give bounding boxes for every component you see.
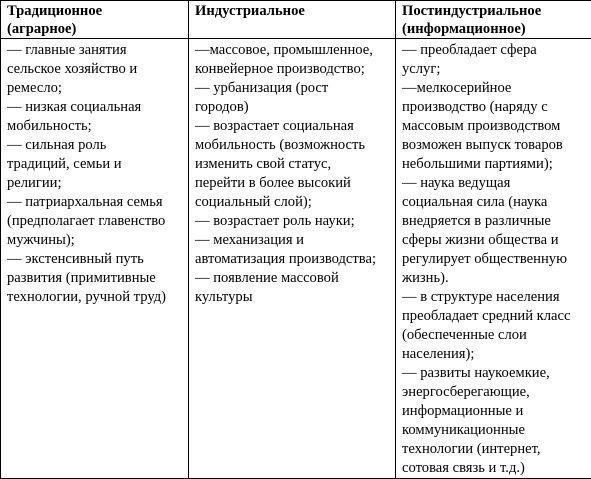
text-line: — появление массовой <box>195 269 390 288</box>
header-postindustrial-line: (информационное) <box>402 20 586 38</box>
text-line: массовым производством <box>402 117 586 136</box>
text-line: мобильность; <box>7 117 183 136</box>
cell-traditional <box>1 39 189 479</box>
text-line: перейти в более высокий <box>195 174 390 193</box>
text-line: (предполагает главенство <box>7 212 183 231</box>
text-line: развития (примитивные <box>7 269 183 288</box>
text-line: социальная сила (наука <box>402 193 586 212</box>
header-postindustrial-line: Постиндустриальное <box>402 2 586 20</box>
text-line: — сильная роль <box>7 136 183 155</box>
text-line: — механизация и <box>195 231 390 250</box>
text-line: конвейерное производство; <box>195 60 390 79</box>
text-line: сельское хозяйство и <box>7 60 183 79</box>
text-line: — главные занятия <box>7 41 183 60</box>
text-line: —массовое, промышленное, <box>195 41 390 60</box>
header-traditional <box>1 1 189 39</box>
text-line: ремесло; <box>7 79 183 98</box>
text-line: сотовая связь и т.д.) <box>402 459 586 478</box>
text-line: регулирует общественную <box>402 250 586 269</box>
text-line: производство (наряду с <box>402 98 586 117</box>
text-line: возможен выпуск товаров <box>402 136 586 155</box>
text-line: социальный слой); <box>195 193 390 212</box>
header-row <box>1 1 591 39</box>
text-line: — патриархальная семья <box>7 193 183 212</box>
text-line: автоматизация производства; <box>195 250 390 269</box>
text-line: — экстенсивный путь <box>7 250 183 269</box>
text-line: мобильность (возможность <box>195 136 390 155</box>
text-line: мужчины); <box>7 231 183 250</box>
text-line: — преобладает сфера <box>402 41 586 60</box>
text-line: коммуникационные <box>402 421 586 440</box>
text-line: традиций, семьи и <box>7 155 183 174</box>
text-line: сферы жизни общества и <box>402 231 586 250</box>
text-line: технологии, ручной труд) <box>7 288 183 307</box>
text-line: городов) <box>195 98 390 117</box>
text-line: изменить свой статус, <box>195 155 390 174</box>
text-line: — развиты наукоемкие, <box>402 364 586 383</box>
header-traditional-line: Традиционное <box>7 2 183 20</box>
text-line: культуры <box>195 288 390 307</box>
text-line: внедряется в различные <box>402 212 586 231</box>
cell-industrial <box>189 39 396 479</box>
text-line: — возрастает роль науки; <box>195 212 390 231</box>
text-line: технологии (интернет, <box>402 440 586 459</box>
header-traditional-line: (аграрное) <box>7 20 183 38</box>
text-line: —мелкосерийное <box>402 79 586 98</box>
header-industrial <box>189 1 396 39</box>
text-line: энергосберегающие, <box>402 383 586 402</box>
text-line: информационные и <box>402 402 586 421</box>
text-line: — низкая социальная <box>7 98 183 117</box>
cell-postindustrial <box>396 39 591 479</box>
header-postindustrial <box>396 1 591 39</box>
content-row <box>1 39 591 479</box>
text-line: жизнь). <box>402 269 586 288</box>
text-line: небольшими партиями); <box>402 155 586 174</box>
header-industrial-line: Индустриальное <box>195 2 390 20</box>
text-line: — в структуре населения <box>402 288 586 307</box>
text-line: преобладает средний класс <box>402 307 586 326</box>
text-line: религии; <box>7 174 183 193</box>
text-line: услуг; <box>402 60 586 79</box>
text-line: населения); <box>402 345 586 364</box>
text-line: — наука ведущая <box>402 174 586 193</box>
text-line: — возрастает социальная <box>195 117 390 136</box>
text-line: — урбанизация (рост <box>195 79 390 98</box>
text-line: (обеспеченные слои <box>402 326 586 345</box>
